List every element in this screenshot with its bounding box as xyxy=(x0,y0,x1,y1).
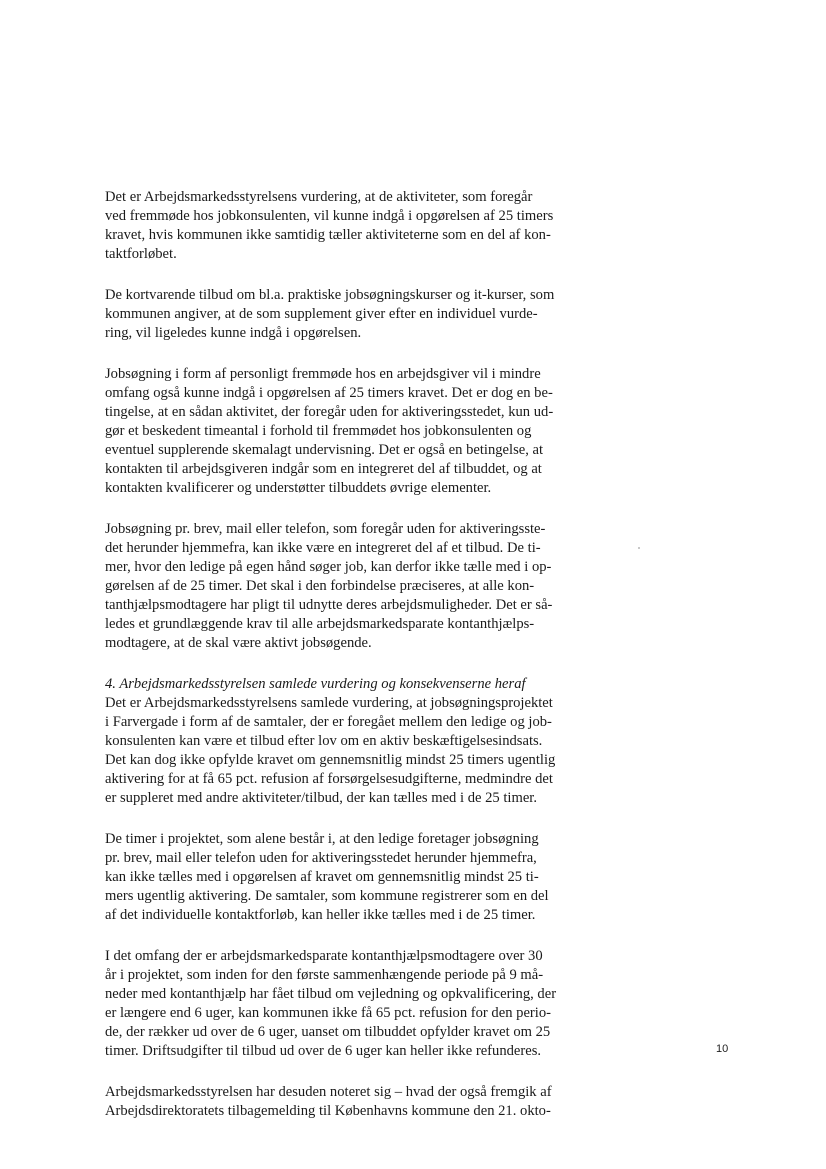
text-line: kan ikke tælles med i opgørelsen af kravet om gennemsnitlig mindst 25 ti- xyxy=(105,869,539,885)
section-heading: 4. Arbejdsmarkedsstyrelsen samlede vurdering og konsekvenserne heraf xyxy=(105,676,526,692)
paragraph xyxy=(105,365,605,498)
paragraph xyxy=(105,830,605,925)
paragraph xyxy=(105,675,605,808)
text-line: kommunen angiver, at de som supplement giver efter en individuel vurde- xyxy=(105,306,538,322)
text-line: ring, vil ligeledes kunne indgå i opgørelsen. xyxy=(105,325,362,341)
text-line: Jobsøgning i form af personligt fremmøde hos en arbejdsgiver vil i mindre xyxy=(105,366,541,382)
text-line: er længere end 6 uger, kan kommunen ikke få 65 pct. refusion for den perio- xyxy=(105,1005,551,1021)
paragraph xyxy=(105,947,605,1061)
text-line: pr. brev, mail eller telefon uden for aktiveringsstedet herunder hjemmefra, xyxy=(105,850,537,866)
paragraph xyxy=(105,286,605,343)
text-line: kontakten kvalificerer og understøtter tilbuddets øvrige elementer. xyxy=(105,480,492,496)
text-line: modtagere, at de skal være aktivt jobsøgende. xyxy=(105,635,372,651)
text-line: kravet, hvis kommunen ikke samtidig tæller aktiviteterne som en del af kon- xyxy=(105,227,551,243)
text-line: gør et beskedent timeantal i forhold til fremmødet hos jobkonsulenten og xyxy=(105,423,532,439)
text-line: ved fremmøde hos jobkonsulenten, vil kunne indgå i opgørelsen af 25 timers xyxy=(105,208,554,224)
text-line: gørelsen af de 25 timer. Det skal i den forbindelse præciseres, at alle kon- xyxy=(105,578,535,594)
text-line: er suppleret med andre aktiviteter/tilbud, der kan tælles med i de 25 timer. xyxy=(105,790,538,806)
text-line: De timer i projektet, som alene består i, at den ledige foretager jobsøgning xyxy=(105,831,539,847)
text-line: Jobsøgning pr. brev, mail eller telefon, som foregår uden for aktiveringsste- xyxy=(105,521,546,537)
body-text xyxy=(105,188,605,1143)
text-line: år i projektet, som inden for den første sammenhængende periode på 9 må- xyxy=(105,967,544,983)
text-line: Arbejdsdirektoratets tilbagemelding til Københavns kommune den 21. okto- xyxy=(105,1103,551,1119)
text-line: konsulenten kan være et tilbud efter lov om en aktiv beskæftigelsesindsats. xyxy=(105,733,543,749)
text-line: aktivering for at få 65 pct. refusion af forsørgelsesudgifterne, medmindre det xyxy=(105,771,553,787)
text-line: eventuel supplerende skemalagt undervisning. Det er også en betingelse, at xyxy=(105,442,544,458)
text-line: Det kan dog ikke opfylde kravet om gennemsnitlig mindst 25 timers ugentlig xyxy=(105,752,556,768)
text-line: det herunder hjemmefra, kan ikke være en integreret del af et tilbud. De ti- xyxy=(105,540,541,556)
text-line: de, der rækker ud over de 6 uger, uanset om tilbuddet opfylder kravet om 25 xyxy=(105,1024,551,1040)
paragraph xyxy=(105,520,605,653)
text-line: kontakten til arbejdsgiveren indgår som en integreret del af tilbuddet, og at xyxy=(105,461,542,477)
text-line: I det omfang der er arbejdsmarkedsparate kontanthjælpsmodtagere over 30 xyxy=(105,948,543,964)
text-line: omfang også kunne indgå i opgørelsen af 25 timers kravet. Det er dog en be- xyxy=(105,385,553,401)
scan-speck xyxy=(638,547,640,549)
page-number: 10 xyxy=(716,1043,729,1055)
text-line: timer. Driftsudgifter til tilbud ud over de 6 uger kan heller ikke refunderes. xyxy=(105,1043,542,1059)
text-line: ledes et grundlæggende krav til alle arbejdsmarkedsparate kontanthjælps- xyxy=(105,616,535,632)
text-line: tanthjælpsmodtagere har pligt til udnytte deres arbejdsmuligheder. Det er så- xyxy=(105,597,553,613)
text-line: mer, hvor den ledige på egen hånd søger job, kan derfor ikke tælle med i op- xyxy=(105,559,552,575)
text-line: Det er Arbejdsmarkedsstyrelsens vurdering, at de aktiviteter, som foregår xyxy=(105,189,533,205)
paragraph xyxy=(105,188,605,264)
text-line: neder med kontanthjælp har fået tilbud om vejledning og opkvalificering, der xyxy=(105,986,557,1002)
text-line: Det er Arbejdsmarkedsstyrelsens samlede vurdering, at jobsøgningsprojektet xyxy=(105,695,553,711)
paragraph xyxy=(105,1083,605,1121)
text-line: Arbejdsmarkedsstyrelsen har desuden noteret sig – hvad der også fremgik af xyxy=(105,1084,552,1100)
text-line: tingelse, at en sådan aktivitet, der foregår uden for aktiveringsstedet, kun ud- xyxy=(105,404,554,420)
text-line: i Farvergade i form af de samtaler, der er foregået mellem den ledige og job- xyxy=(105,714,552,730)
text-line: taktforløbet. xyxy=(105,246,177,262)
text-line: mers ugentlig aktivering. De samtaler, som kommune registrerer som en del xyxy=(105,888,549,904)
text-line: De kortvarende tilbud om bl.a. praktiske jobsøgningskurser og it-kurser, som xyxy=(105,287,555,303)
text-line: af det individuelle kontaktforløb, kan heller ikke tælles med i de 25 timer. xyxy=(105,907,536,923)
